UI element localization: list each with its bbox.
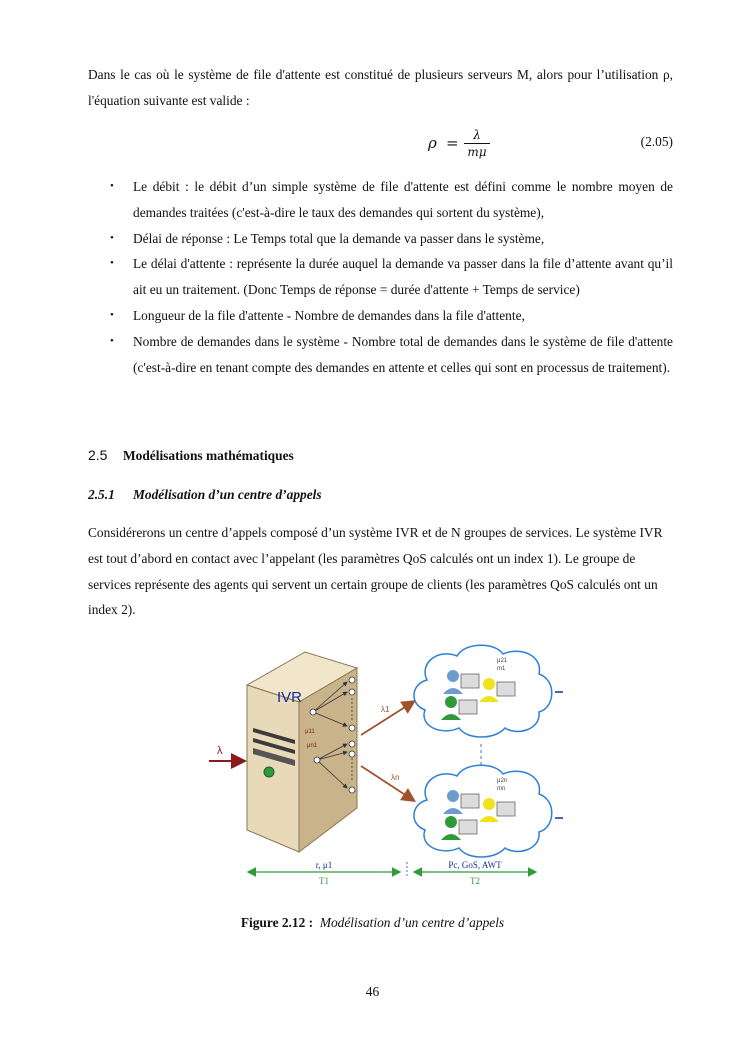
bullet-icon: • <box>110 334 114 347</box>
equation-denominator: mμ <box>467 145 487 159</box>
t2-label: T2 <box>470 876 480 886</box>
list-item <box>110 226 673 252</box>
list-item-text: Nombre de demandes dans le système - Nombre total de demandes dans le système de file d'attente (c'est-à-dire en tenant compte des demandes en attente et celles qui sont en processus de traitement). <box>133 333 673 375</box>
left-params-label: r, μ1 <box>315 860 333 870</box>
group-n-rate-label: μ2n <box>497 778 508 784</box>
mu-1-label: μ11 <box>305 729 315 735</box>
equation-number: (2.05) <box>640 134 673 149</box>
subsection-heading <box>88 487 322 503</box>
equation-2-05 <box>88 128 673 164</box>
page-number: 46 <box>365 984 380 999</box>
fraction-bar <box>464 143 490 144</box>
list-item-text: Délai de réponse : Le Temps total que la demande va passer dans le système, <box>133 230 545 246</box>
list-item <box>110 251 673 303</box>
right-params-label: Pc, GoS, AWT <box>448 860 502 870</box>
bullet-icon: • <box>110 180 114 192</box>
list-item-text: Longueur de la file d'attente - Nombre de demandes dans la file d'attente, <box>133 307 525 323</box>
list-item <box>110 174 673 226</box>
list-item <box>110 329 673 381</box>
ivr-server <box>247 652 357 852</box>
lambda-n-arrow <box>361 766 413 800</box>
caption-text: Modélisation d’un centre d’appels <box>319 915 505 930</box>
equation-fraction <box>464 128 490 159</box>
figure-call-center-model <box>205 640 575 890</box>
call-center-diagram <box>205 640 575 890</box>
section-heading <box>88 447 294 464</box>
equation-equals: = <box>446 134 459 152</box>
mu-n-label: μn1 <box>307 743 318 749</box>
bullet-icon: • <box>110 308 114 321</box>
subsection-number: 2.5.1 <box>88 487 115 502</box>
list-item-text: Le délai d'attente : représente la durée auquel la demande va passer dans la file d’attente avant qu’il ait eu un traitement. (Donc Temps de réponse = durée d'attente + Temps de service) <box>133 256 673 298</box>
intro-paragraph: Dans le cas où le système de file d'attente est constitué de plusieurs serveurs M, alors pour l’utilisation ρ, l'équation suivante est valide : <box>88 67 673 108</box>
section-number: 2.5 <box>88 447 108 463</box>
lambda-n-label: λn <box>391 773 400 782</box>
caption-label: Figure 2.12 : <box>240 915 314 930</box>
lambda-1-label: λ1 <box>381 705 390 714</box>
list-item-text: Le débit : le débit d’un simple système de file d'attente est défini comme le nombre moyen de demandes traitées (c'est-à-dire le taux des demandes qui sortent du système), <box>133 179 673 220</box>
bullet-list <box>110 174 673 380</box>
equation-numerator: λ <box>473 128 481 142</box>
group-n-m-label: mn <box>497 786 506 792</box>
body-paragraph: Considérerons un centre d’appels composé d’un système IVR et de N groupes de services. Le système IVR est tout d’abord en contact avec l’appelant (les paramètres QoS calculés ont un index 1). Le groupe de services représente des agents qui servent un certain groupe de clients (les paramètres QoS calculés ont un index 2). <box>88 525 663 618</box>
lambda-in-label: λ <box>217 745 223 757</box>
bullet-icon: • <box>110 257 114 270</box>
service-group-1-cloud <box>414 645 552 737</box>
group-1-m-label: m1 <box>497 666 506 672</box>
list-item <box>110 303 673 329</box>
bullet-icon: • <box>110 231 114 244</box>
service-group-n-cloud <box>414 765 552 857</box>
ivr-label: IVR <box>277 689 303 706</box>
t1-label: T1 <box>319 876 329 886</box>
figure-caption <box>0 915 745 931</box>
section-title: Modélisations mathématiques <box>123 448 294 463</box>
equation-rho: ρ <box>428 134 437 152</box>
group-1-rate-label: μ21 <box>497 658 508 664</box>
subsection-title: Modélisation d’un centre d’appels <box>133 487 322 502</box>
